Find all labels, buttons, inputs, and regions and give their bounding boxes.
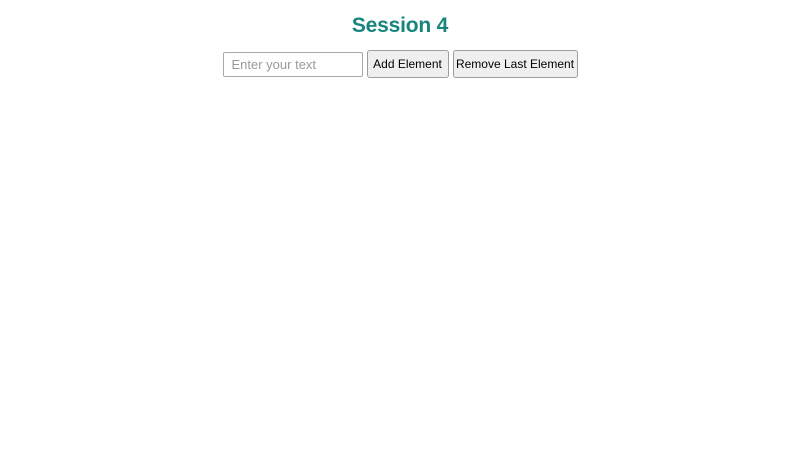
remove-last-element-button[interactable]: Remove Last Element [453, 50, 578, 78]
add-element-button[interactable]: Add Element [367, 50, 449, 78]
page-title: Session 4 [351, 14, 449, 37]
text-input[interactable] [223, 52, 363, 77]
controls-row [0, 50, 800, 78]
